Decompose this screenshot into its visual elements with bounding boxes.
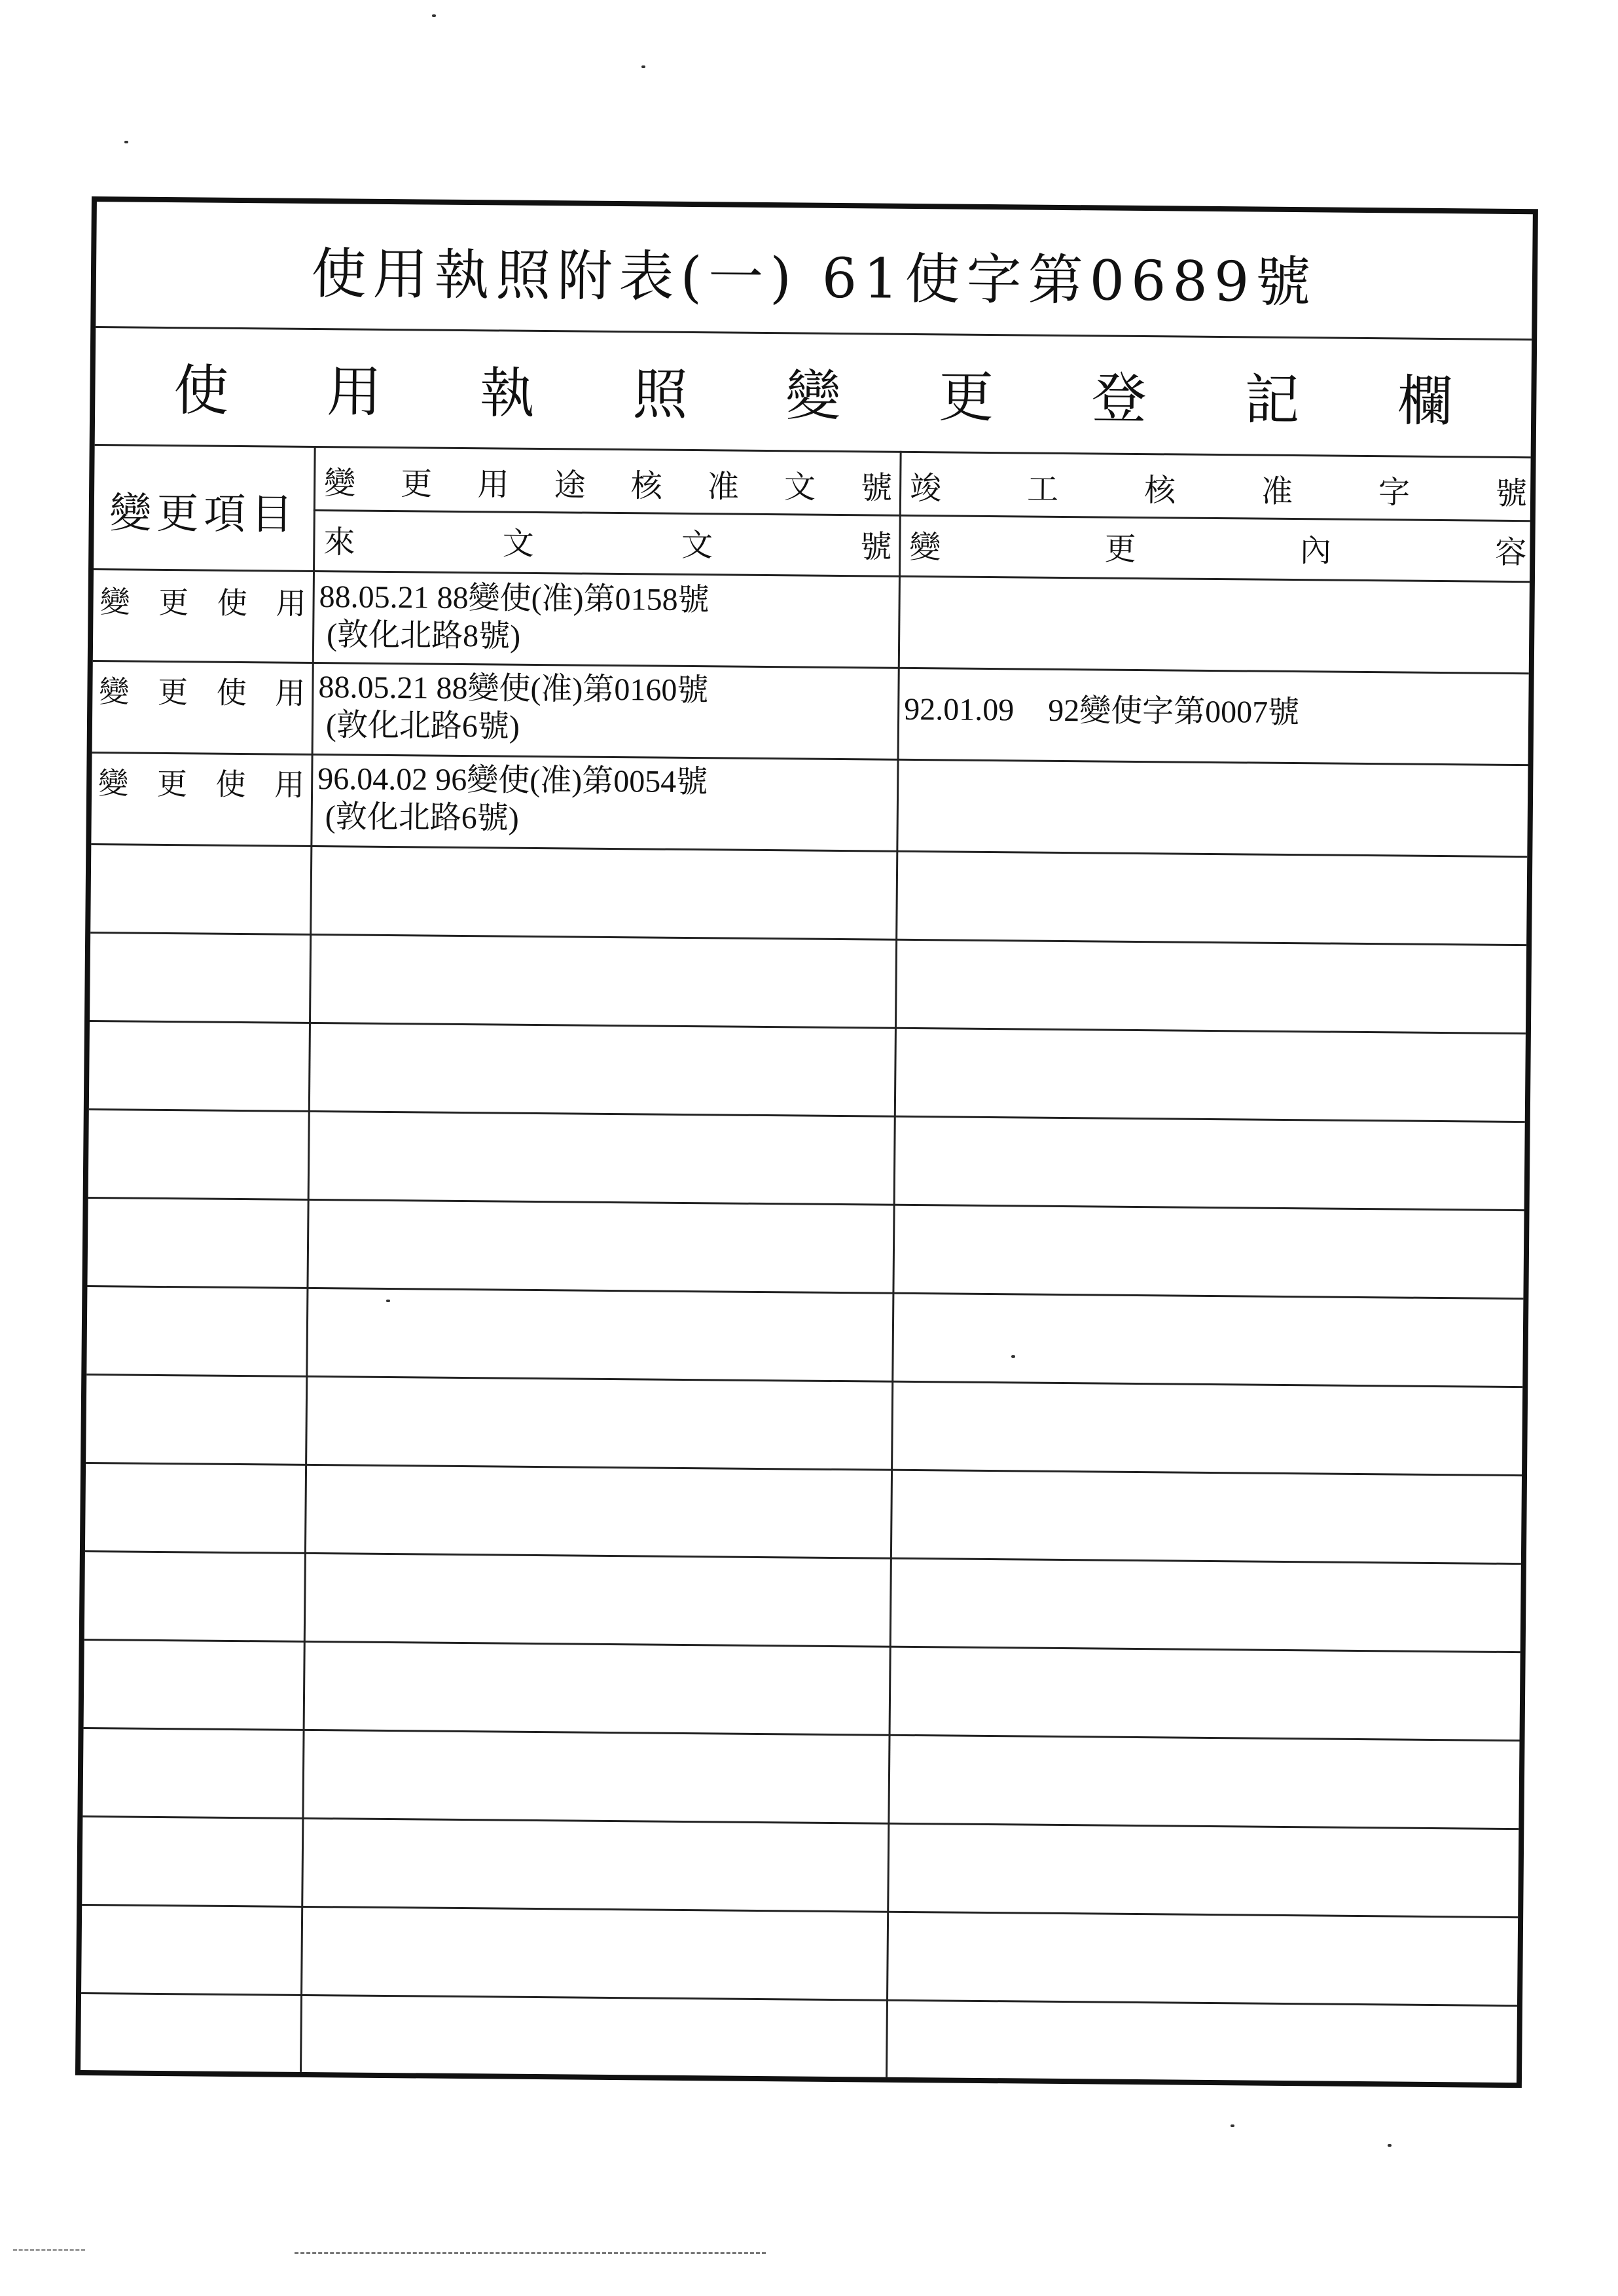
- subtitle-char: 變: [785, 363, 841, 428]
- header-char: 竣: [909, 469, 942, 507]
- empty-row-divider: [84, 1639, 1520, 1653]
- subtitle-char: 更: [938, 364, 994, 429]
- subtitle-char: 記: [1244, 367, 1300, 432]
- item-char: 使: [216, 674, 247, 711]
- empty-row-divider: [90, 1020, 1526, 1034]
- doc-line-1: 88.05.21 88變使(准)第0160號: [318, 670, 709, 708]
- header-char: 變: [323, 464, 356, 502]
- header-char: 來: [323, 523, 355, 561]
- header-char: 號: [860, 528, 892, 566]
- header-char: 字: [1378, 473, 1411, 511]
- header-char: 容: [1495, 534, 1527, 571]
- empty-row-divider: [87, 1285, 1523, 1300]
- empty-row-divider: [84, 1727, 1520, 1741]
- item-char: 變: [99, 674, 130, 710]
- row-right-cell: [905, 661, 1533, 666]
- empty-row-divider: [82, 1815, 1519, 1830]
- subtitle-char: 登: [1091, 365, 1147, 431]
- row-doc-cell: [317, 760, 893, 841]
- scan-speck: [1011, 1355, 1015, 1358]
- item-char: 用: [275, 675, 306, 711]
- section-subtitle: [173, 337, 1453, 446]
- header-char: 號: [1495, 475, 1528, 512]
- scan-speck: [1388, 2144, 1392, 2147]
- row-doc-cell: [318, 668, 895, 750]
- item-char: 更: [158, 584, 189, 621]
- item-char: 更: [156, 765, 188, 802]
- doc-line-1: 96.04.02 96變使(准)第0054號: [317, 761, 708, 800]
- header-usage-approval-doc-no: [320, 454, 897, 511]
- item-char: 更: [157, 674, 189, 710]
- doc-line-1: 88.05.21 88變使(准)第0158號: [319, 579, 710, 618]
- header-change-content: [905, 518, 1531, 575]
- header-char: 變: [909, 528, 941, 566]
- row-right-cell: 92.01.09 92變使字第0007號: [903, 691, 1300, 731]
- row-item-label: [92, 759, 312, 801]
- empty-row-divider: [89, 1108, 1525, 1123]
- header-char: 准: [1261, 473, 1293, 510]
- empty-row-divider: [86, 1462, 1522, 1476]
- header-char: 更: [401, 465, 433, 503]
- document-title: 使用執照附表(一) 61使字第0689號: [311, 241, 1318, 314]
- header-char: 更: [1104, 530, 1136, 568]
- subtitle-char: 欄: [1397, 368, 1453, 433]
- header-char: 用: [477, 465, 509, 503]
- row-right-cell: [903, 772, 1532, 777]
- header-char: 准: [707, 467, 740, 505]
- header-char: 核: [1143, 471, 1176, 509]
- header-char: 工: [1026, 470, 1059, 508]
- doc-line-2: (敦化北路6號): [325, 708, 520, 744]
- subtitle-char: 使: [173, 357, 229, 423]
- item-char: 用: [276, 585, 306, 621]
- header-char: 文: [502, 524, 534, 562]
- subtitle-char: 用: [326, 359, 382, 424]
- empty-row-divider: [85, 1550, 1521, 1565]
- item-char: 使: [215, 766, 246, 803]
- header-change-item: 變更項目: [109, 489, 298, 539]
- scan-edge-mark: [295, 2252, 766, 2254]
- scan-speck: [432, 14, 436, 17]
- item-char: 變: [99, 584, 130, 620]
- row-doc-cell: [319, 578, 895, 659]
- scan-edge-mark: [13, 2249, 85, 2251]
- header-char: 核: [630, 467, 662, 505]
- doc-line-2: (敦化北路8號): [326, 617, 521, 654]
- scan-speck: [124, 141, 128, 143]
- header-incoming-doc-no: [319, 513, 896, 570]
- empty-row-divider: [90, 932, 1526, 946]
- subtitle-char: 照: [632, 361, 689, 427]
- header-char: 文: [681, 526, 713, 564]
- empty-row-divider: [88, 1197, 1524, 1211]
- header-char: 號: [860, 469, 893, 507]
- row-item-label: [93, 578, 313, 619]
- subtitle-char: 執: [479, 360, 535, 426]
- empty-row-divider: [81, 1992, 1517, 2007]
- empty-row-divider: [86, 1374, 1522, 1388]
- header-char: 途: [554, 466, 586, 504]
- scan-speck: [1231, 2124, 1234, 2127]
- item-char: 用: [274, 767, 305, 803]
- row-divider: [91, 843, 1527, 858]
- header-char: 內: [1299, 532, 1332, 570]
- doc-line-2: (敦化北路6號): [325, 799, 519, 836]
- row-item-label: [92, 668, 312, 709]
- scan-speck: [386, 1300, 390, 1302]
- item-char: 使: [217, 585, 248, 621]
- header-completion-approval-no: [906, 459, 1532, 517]
- empty-row-divider: [82, 1904, 1518, 1918]
- scan-speck: [641, 65, 645, 68]
- header-char: 文: [783, 468, 816, 506]
- item-char: 變: [98, 765, 129, 801]
- license-form: [75, 196, 1538, 2088]
